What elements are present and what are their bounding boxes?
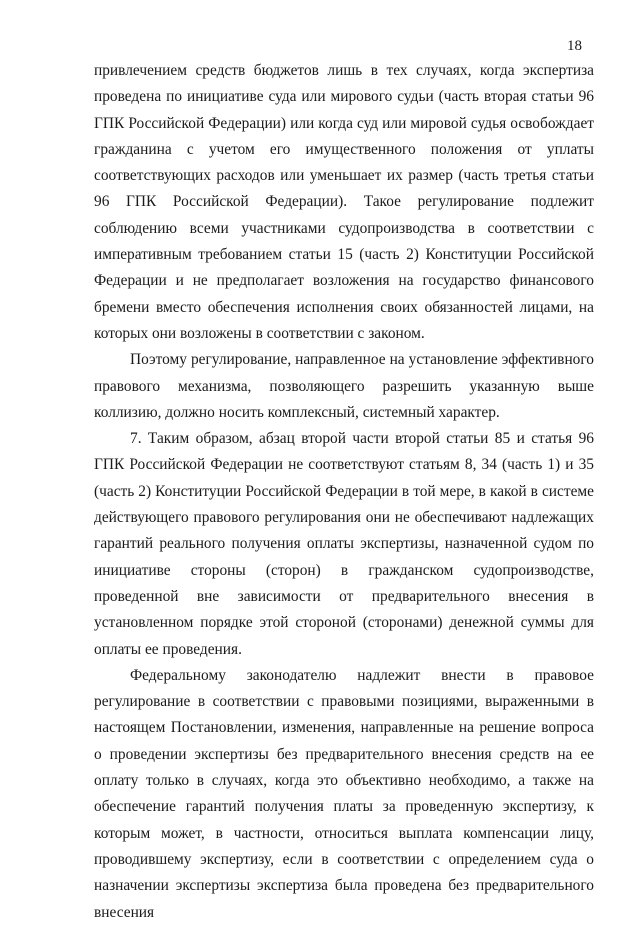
paragraph-regulation: Поэтому регулирование, направленное на установление эффективного правового механизма, позволяющего разрешить указанную выше коллизию, должно носить комплексный, системный характер.	[94, 351, 594, 421]
document-body	[94, 58, 594, 926]
page-number: 18	[567, 38, 582, 54]
paragraph-continuation: привлечением средств бюджетов лишь в тех случаях, когда экспертиза проведена по инициативе суда или мирового судьи (часть вторая статьи 96 ГПК Российской Федерации) или когда суд или мировой судья освобождает гражданина с учетом его имущественного положения от уплаты соответствующих расходов или уменьшает их размер (часть третья статьи 96 ГПК Российской Федерации). Такое регулирование подлежит соблюдению всеми участниками судопроизводства в соответствии с императивным требованием статьи 15 (часть 2) Конституции Российской Федерации и не предполагает возложения на государство финансового бремени вместо обеспечения исполнения своих обязанностей лицами, на которых они возложены в соответствии с законом.	[94, 62, 594, 342]
paragraph-point-7: 7. Таким образом, абзац второй части второй статьи 85 и статья 96 ГПК Российской Федерации не соответствуют статьям 8, 34 (часть 1) и 35 (часть 2) Конституции Российской Федерации в той мере, в какой в системе действующего правового регулирования они не обеспечивают надлежащих гарантий реального получения оплаты экспертизы, назначенной судом по инициативе стороны (сторон) в гражданском судопроизводстве, проведенной вне зависимости от предварительного внесения в установленном порядке этой стороной (сторонами) денежной суммы для оплаты ее проведения.	[94, 430, 594, 658]
paragraph-legislator: Федеральному законодателю надлежит внести в правовое регулирование в соответствии с правовыми позициями, выраженными в настоящем Постановлении, изменения, направленные на решение вопроса о проведении экспертизы без предварительного внесения средств на ее оплату только в случаях, когда это объективно необходимо, а также на обеспечение гарантий получения платы за проведенную экспертизу, к которым может, в частности, относиться выплата компенсации лицу, проводившему экспертизу, если в соответствии с определением суда о назначении экспертизы экспертиза была проведена без предварительного внесения	[94, 666, 594, 921]
